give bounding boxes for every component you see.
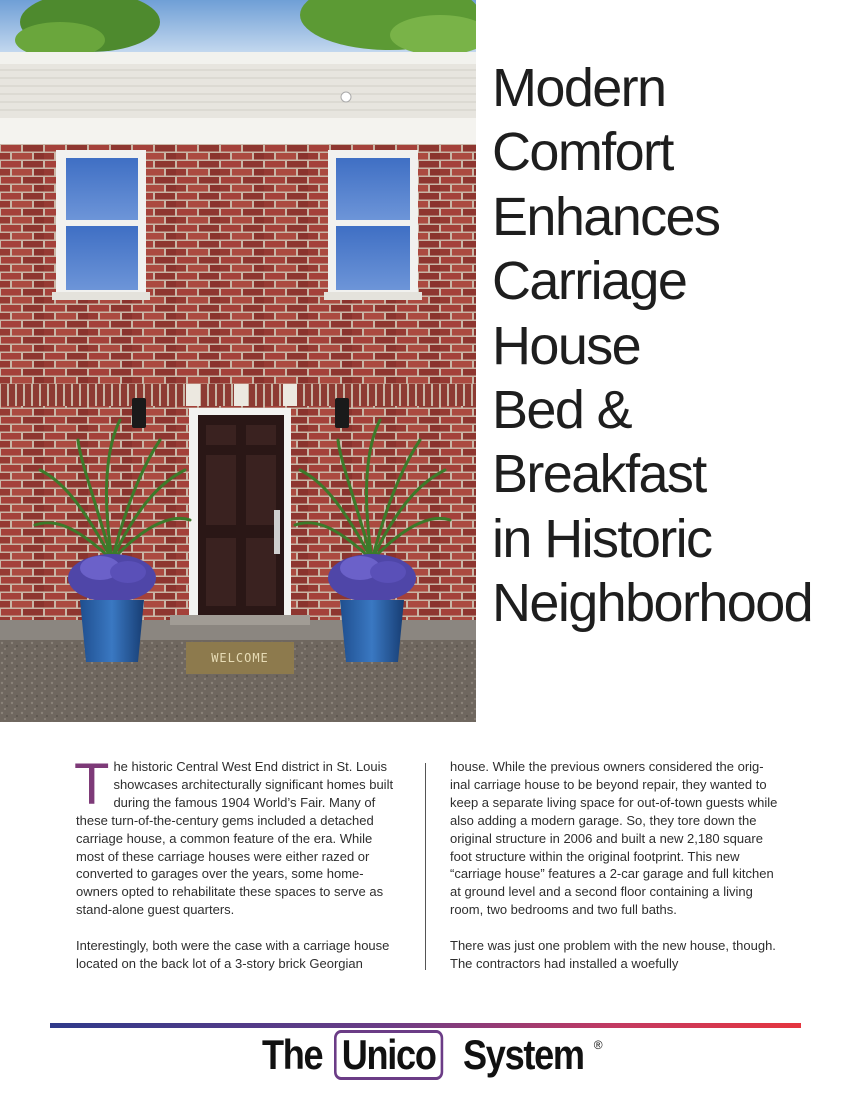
brand-logo	[262, 1030, 601, 1080]
footer-gradient-bar	[50, 1023, 801, 1028]
hero-photo	[0, 0, 476, 722]
paragraph: house. While the previous owners considered the orig-inal carriage house to be beyond repair, they wanted to keep a separate living space for out-of-town guests while also adding a modern garage. So, they tore down the original structure in 2006 and built a new 2,180 square foot structure within the original footprint. This new “carriage house” features a 2-car garage and full kitchen at ground level and a second floor containing a living room, two bedrooms and two full baths.	[450, 759, 778, 918]
headline-line: House	[492, 315, 641, 376]
logo-word-system: System	[463, 1031, 585, 1078]
headline	[492, 56, 842, 636]
article-column-right	[450, 758, 780, 991]
paragraph: Interestingly, both were the case with a carriage house located on the back lot of a 3-story brick Georgian	[76, 938, 390, 972]
column-divider	[425, 763, 426, 970]
headline-line: Comfort	[492, 122, 673, 183]
article-column-left	[74, 752, 394, 991]
logo-word-unico: Unico	[334, 1030, 443, 1080]
drop-cap: T	[74, 752, 110, 817]
headline-line: in Historic	[492, 508, 712, 569]
registered-mark: ®	[593, 1038, 602, 1052]
headline-line: Neighborhood	[492, 573, 813, 634]
headline-line: Breakfast	[492, 444, 706, 505]
paragraph	[74, 752, 394, 919]
headline-line: Modern	[492, 58, 666, 118]
window-right	[324, 150, 422, 300]
paragraph-text: he historic Central West End district in St. Louis showcases architecturally significant homes built during the famous 1904 World’s Fair. Many of these turn-of-the-century gems included a detached carriage house, a common feature of the era. While most of these carriage houses were either razed or converted to garages over the years, some home-owners opted to rehabilitate these spaces to serve as stand-alone guest quarters.	[76, 759, 394, 918]
paragraph: There was just one problem with the new house, though. The contractors had installed a woefully	[450, 938, 776, 972]
headline-line: Carriage	[492, 251, 687, 312]
doormat-text: WELCOME	[211, 651, 269, 665]
logo-word-the: The	[262, 1031, 323, 1078]
headline-line: Enhances	[492, 186, 720, 247]
headline-line: Bed &	[492, 380, 632, 441]
window-left	[52, 150, 150, 300]
